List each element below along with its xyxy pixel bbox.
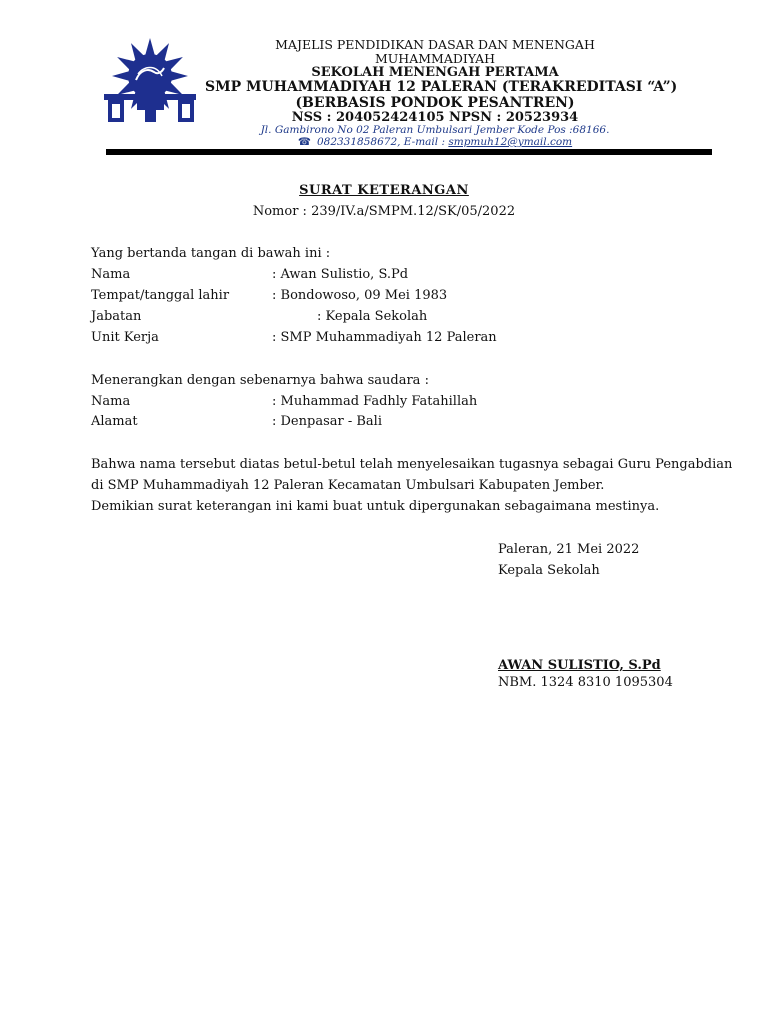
org-line-2: MUHAMMADIYAH [374,51,496,66]
org-line-1: MAJELIS PENDIDIKAN DASAR DAN MENENGAH [275,37,595,52]
school-ids: NSS : 204052424105 NPSN : 20523934 [291,110,579,125]
school-type: SEKOLAH MENENGAH PERTAMA [311,65,559,80]
place-date: Paleran, 21 Mei 2022 [498,542,640,557]
signer-name-value: : Awan Sulistio, S.Pd [272,267,409,282]
signer-name-label: Nama [91,267,131,282]
muhammadiyah-sun-logo [92,36,209,131]
letter-number: Nomor : 239/IV.a/SMPM.12/SK/05/2022 [252,204,516,219]
subject-name-value: : Muhammad Fadhly Fatahillah [272,394,478,409]
body-line-1: Bahwa nama tersebut diatas betul-betul telah menyelesaikan tugasnya sebagai Guru Pengabdian [91,457,733,472]
letterhead-divider [106,149,712,155]
signer-position-label: Jabatan [91,309,142,324]
signer-nbm: NBM. 1324 8310 1095304 [498,675,673,690]
signer-unit-label: Unit Kerja [91,330,159,345]
school-contact [205,136,665,148]
subject-name-label: Nama [91,394,131,409]
phone-text: 082331858672, E-mail : [316,136,449,148]
subject-address-label: Alamat [91,414,138,429]
subject-address-value: : Denpasar - Bali [272,414,382,429]
email-link[interactable]: smpmuh12@ymail.com [448,136,573,148]
school-tagline: (BERBASIS PONDOK PESANTREN) [295,95,575,111]
phone-icon: ☎ [297,136,311,148]
signer-intro: Yang bertanda tangan di bawah ini : [91,246,331,261]
signer-position-value: : Kepala Sekolah [317,309,428,324]
body-line-3: Demikian surat keterangan ini kami buat untuk dipergunakan sebagaimana mestinya. [91,499,660,514]
signer-position: Kepala Sekolah [498,563,600,578]
signer-birth-value: : Bondowoso, 09 Mei 1983 [272,288,448,303]
signer-name: AWAN SULISTIO, S.Pd [498,658,661,673]
letter-title: SURAT KETERANGAN [299,183,469,198]
school-name: SMP MUHAMMADIYAH 12 PALERAN (TERAKREDITASI “A”) [205,79,678,95]
signer-unit-value: : SMP Muhammadiyah 12 Paleran [272,330,497,345]
subject-intro: Menerangkan dengan sebenarnya bahwa saudara : [91,373,429,388]
body-line-2: di SMP Muhammadiyah 12 Paleran Kecamatan Umbulsari Kabupaten Jember. [91,478,605,493]
signer-birth-label: Tempat/tanggal lahir [91,288,230,303]
school-address: Jl. Gambirono No 02 Paleran Umbulsari Jember Kode Pos :68166. [260,124,610,136]
